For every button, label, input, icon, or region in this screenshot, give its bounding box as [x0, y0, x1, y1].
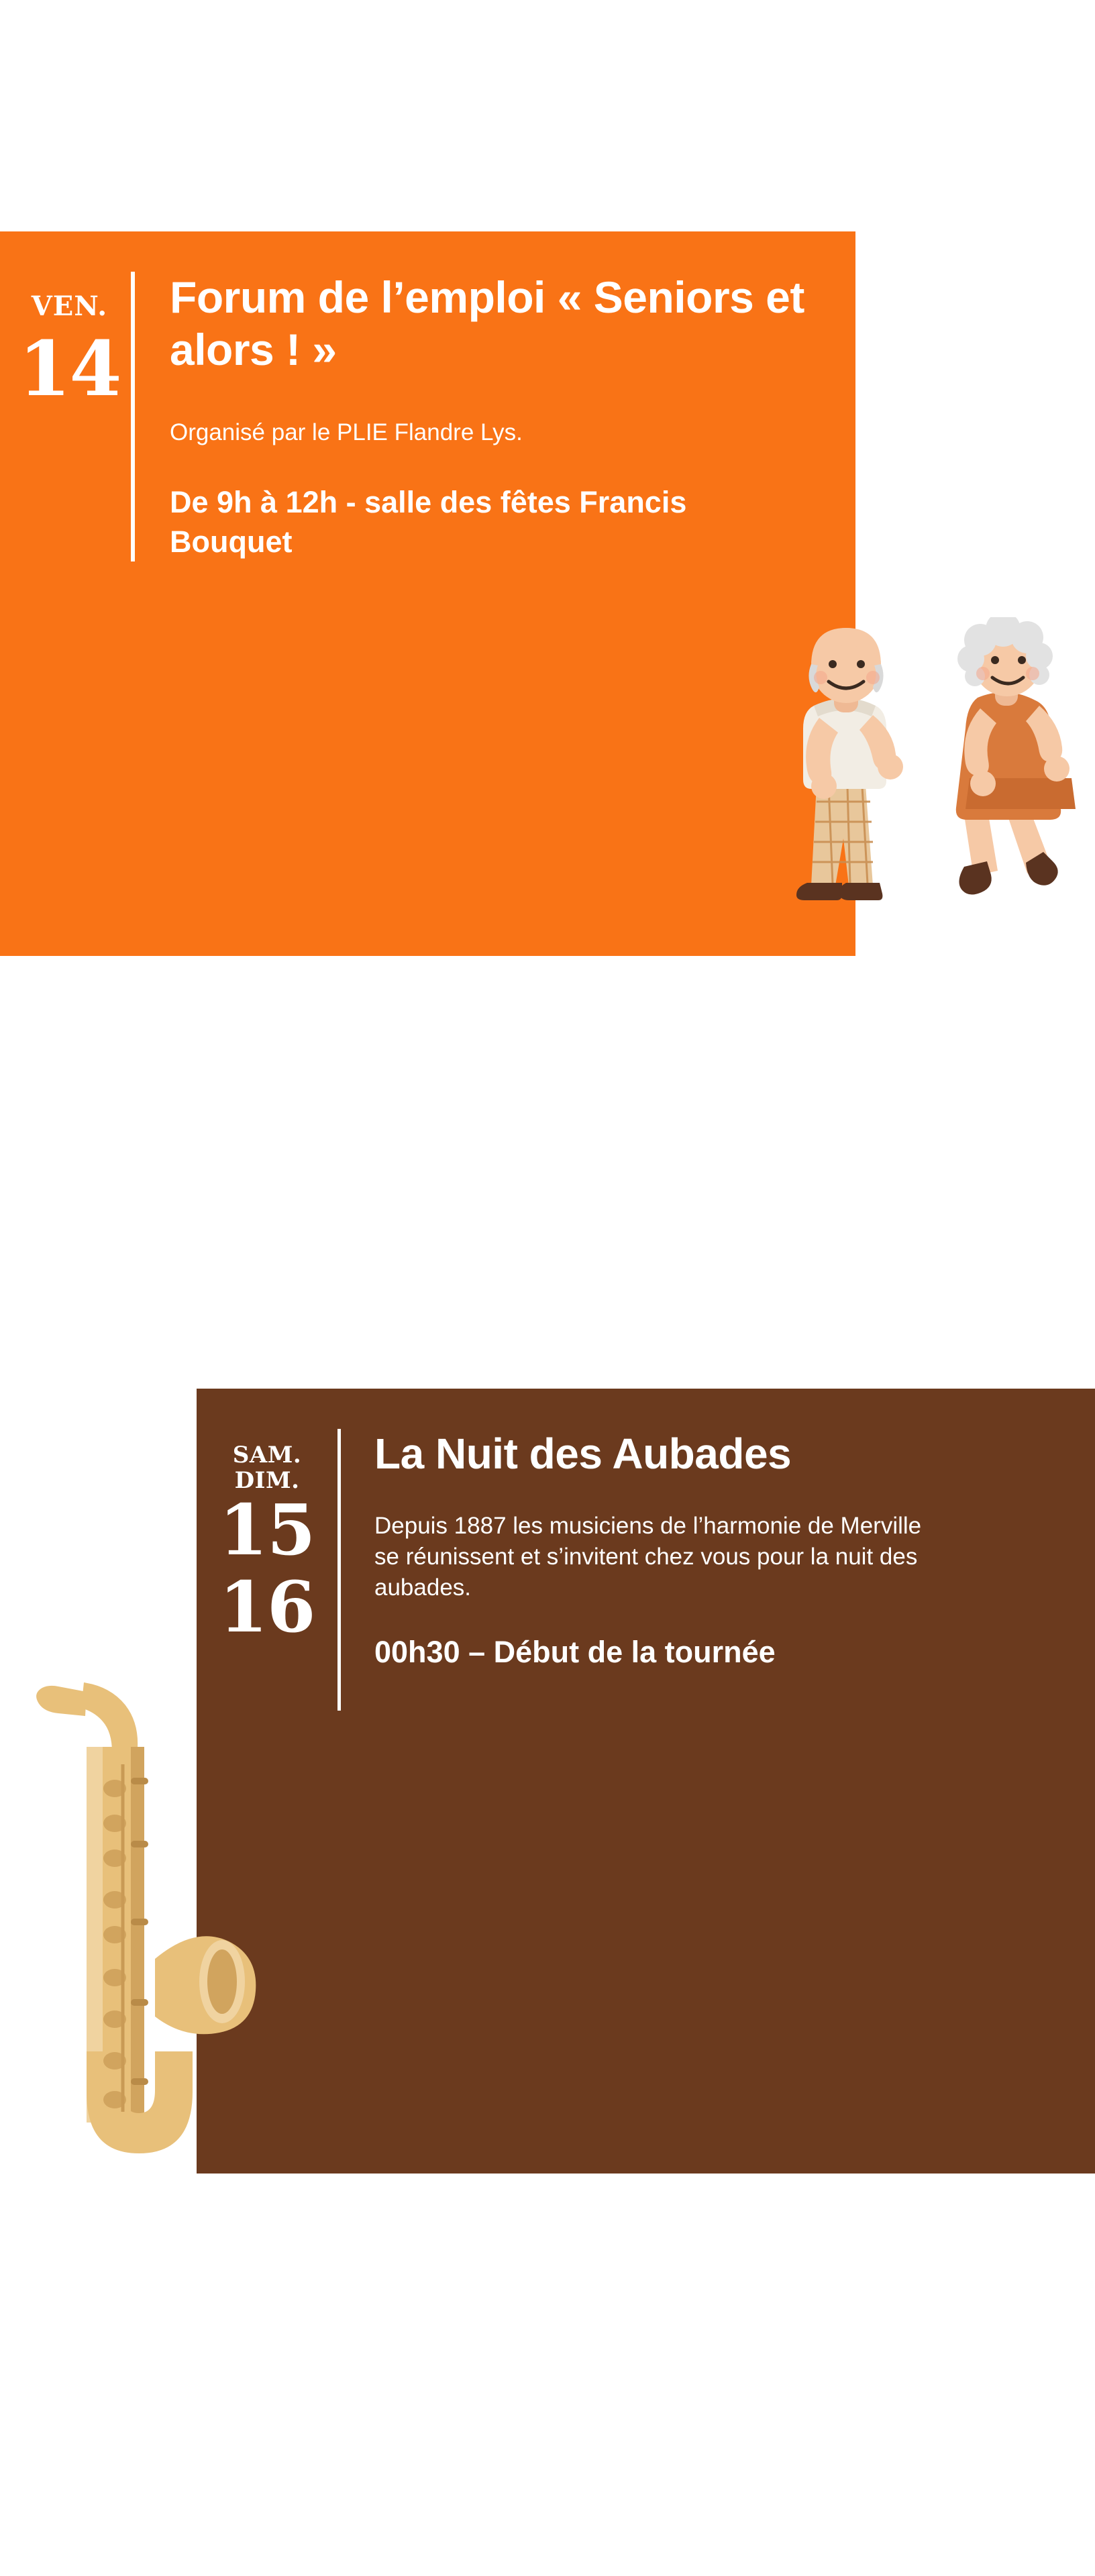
event-daynumber-first: 15: [219, 1489, 315, 1572]
event-date-block: [0, 272, 131, 413]
event-body: [131, 272, 855, 561]
event-time-location: 00h30 – Début de la tournée: [374, 1635, 776, 1670]
event-date-block: [197, 1429, 337, 1649]
event-title: La Nuit des Aubades: [374, 1430, 792, 1478]
event-card-nuit-des-aubades: [197, 1389, 1095, 2174]
event-daynumber-second: 16: [219, 1566, 315, 1649]
event-daynumber: 14: [18, 325, 121, 413]
event-card-forum-emploi: [0, 231, 855, 956]
event-dayname: VEN.: [31, 290, 108, 322]
event-description: Organisé par le PLIE Flandre Lys.: [170, 419, 523, 445]
event-dayname-line1: SAM.: [232, 1442, 302, 1468]
event-body: [337, 1429, 1095, 1711]
event-dayname-line2: DIM.: [234, 1467, 300, 1495]
event-title: Forum de l’emploi « Seniors et alors ! »: [170, 272, 804, 374]
event-time-location: De 9h à 12h - salle des fêtes Francis Bouquet: [170, 485, 687, 559]
event-description: Depuis 1887 les musiciens de l’harmonie de Merville se réunissent et s’invitent chez vous pour la nuit des aubades.: [374, 1512, 922, 1601]
